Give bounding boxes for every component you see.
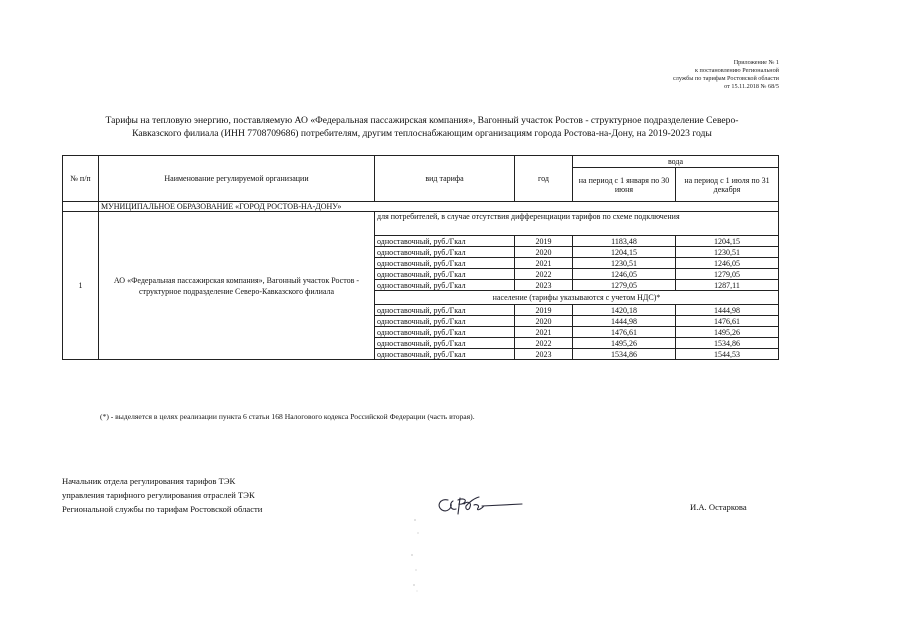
tariff-value-p2: 1279,05 bbox=[676, 269, 779, 280]
tariff-type: одноставочный, руб./Гкал bbox=[375, 247, 515, 258]
title-line: Тарифы на тепловую энергию, поставляемую АО «Федеральная пассажирская компания», Вагонный участок Ростов - структурное подразделение Северо- bbox=[105, 115, 739, 126]
tariff-value-p1: 1444,98 bbox=[573, 316, 676, 327]
signature-image bbox=[434, 492, 526, 520]
tariff-value-p2: 1246,05 bbox=[676, 258, 779, 269]
tariff-type: одноставочный, руб./Гкал bbox=[375, 327, 515, 338]
tariff-year: 2019 bbox=[515, 305, 573, 316]
signer-position-line: управления тарифного регулирования отраслей ТЭК bbox=[62, 490, 255, 500]
tariff-year: 2021 bbox=[515, 258, 573, 269]
appendix-line: к постановлению Региональной bbox=[694, 67, 779, 74]
tariff-value-p1: 1183,48 bbox=[573, 236, 676, 247]
footnote: (*) - выделяется в целях реализации пункта 6 статьи 168 Налогового кодекса Российской Федерации (часть вторая). bbox=[100, 412, 475, 421]
tariff-year: 2019 bbox=[515, 236, 573, 247]
tariff-value-p2: 1230,51 bbox=[676, 247, 779, 258]
tariff-value-p2: 1204,15 bbox=[676, 236, 779, 247]
tariff-value-p1: 1534,86 bbox=[573, 349, 676, 360]
signer-block bbox=[62, 474, 262, 516]
tariff-value-p2: 1476,61 bbox=[676, 316, 779, 327]
tariff-value-p2: 1534,86 bbox=[676, 338, 779, 349]
appendix-note bbox=[673, 59, 779, 91]
tariff-year: 2023 bbox=[515, 349, 573, 360]
signer-name: И.А. Остаркова bbox=[690, 502, 747, 512]
organization-name: АО «Федеральная пассажирская компания», Вагонный участок Ростов - структурное подразделение Северо-Кавказского филиала bbox=[99, 212, 375, 360]
tariff-value-p1: 1420,18 bbox=[573, 305, 676, 316]
tariff-value-p1: 1246,05 bbox=[573, 269, 676, 280]
appendix-line: от 15.11.2018 № 68/5 bbox=[724, 83, 779, 90]
tariff-value-p1: 1204,15 bbox=[573, 247, 676, 258]
tariff-type: одноставочный, руб./Гкал bbox=[375, 338, 515, 349]
scan-specks bbox=[400, 515, 430, 595]
tariff-type: одноставочный, руб./Гкал bbox=[375, 305, 515, 316]
tariff-value-p2: 1444,98 bbox=[676, 305, 779, 316]
signer-position-line: Региональной службы по тарифам Ростовской области bbox=[62, 504, 263, 514]
tariff-value-p1: 1230,51 bbox=[573, 258, 676, 269]
municipality-row: МУНИЦИПАЛЬНОЕ ОБРАЗОВАНИЕ «ГОРОД РОСТОВ-НА-ДОНУ» bbox=[99, 202, 779, 212]
header-water: вода bbox=[573, 156, 779, 168]
tariff-value-p2: 1544,53 bbox=[676, 349, 779, 360]
header-num: № п/п bbox=[63, 156, 99, 202]
section1-label: для потребителей, в случае отсутствия дифференциации тарифов по схеме подключения bbox=[375, 212, 779, 236]
tariff-year: 2020 bbox=[515, 247, 573, 258]
tariff-year: 2022 bbox=[515, 269, 573, 280]
tariff-value-p1: 1476,61 bbox=[573, 327, 676, 338]
tariff-type: одноставочный, руб./Гкал bbox=[375, 258, 515, 269]
tariff-value-p1: 1495,26 bbox=[573, 338, 676, 349]
header-period2: на период с 1 июля по 31 декабря bbox=[676, 168, 779, 202]
document-title bbox=[62, 114, 782, 140]
tariff-year: 2023 bbox=[515, 280, 573, 291]
tariff-type: одноставочный, руб./Гкал bbox=[375, 316, 515, 327]
header-year: год bbox=[515, 156, 573, 202]
tariff-type: одноставочный, руб./Гкал bbox=[375, 269, 515, 280]
header-type: вид тарифа bbox=[375, 156, 515, 202]
tariff-value-p2: 1495,26 bbox=[676, 327, 779, 338]
tariff-type: одноставочный, руб./Гкал bbox=[375, 236, 515, 247]
tariff-type: одноставочный, руб./Гкал bbox=[375, 349, 515, 360]
tariff-year: 2022 bbox=[515, 338, 573, 349]
signer-position-line: Начальник отдела регулирования тарифов ТЭК bbox=[62, 476, 236, 486]
header-org: Наименование регулируемой организации bbox=[99, 156, 375, 202]
tariff-value-p2: 1287,11 bbox=[676, 280, 779, 291]
tariff-type: одноставочный, руб./Гкал bbox=[375, 280, 515, 291]
section2-label: население (тарифы указываются с учетом НДС)* bbox=[375, 291, 779, 305]
tariff-year: 2020 bbox=[515, 316, 573, 327]
header-period1: на период с 1 января по 30 июня bbox=[573, 168, 676, 202]
appendix-line: службы по тарифам Ростовской области bbox=[673, 75, 779, 82]
title-line: Кавказского филиала (ИНН 7708709686) потребителям, другим теплоснабжающим организациям города Ростова-на-Дону, на 2019-2023 годы bbox=[132, 128, 712, 139]
tariff-table bbox=[62, 155, 779, 360]
tariff-year: 2021 bbox=[515, 327, 573, 338]
row-number: 1 bbox=[63, 212, 99, 360]
empty-cell bbox=[63, 202, 99, 212]
tariff-value-p1: 1279,05 bbox=[573, 280, 676, 291]
appendix-line: Приложение № 1 bbox=[733, 59, 779, 66]
